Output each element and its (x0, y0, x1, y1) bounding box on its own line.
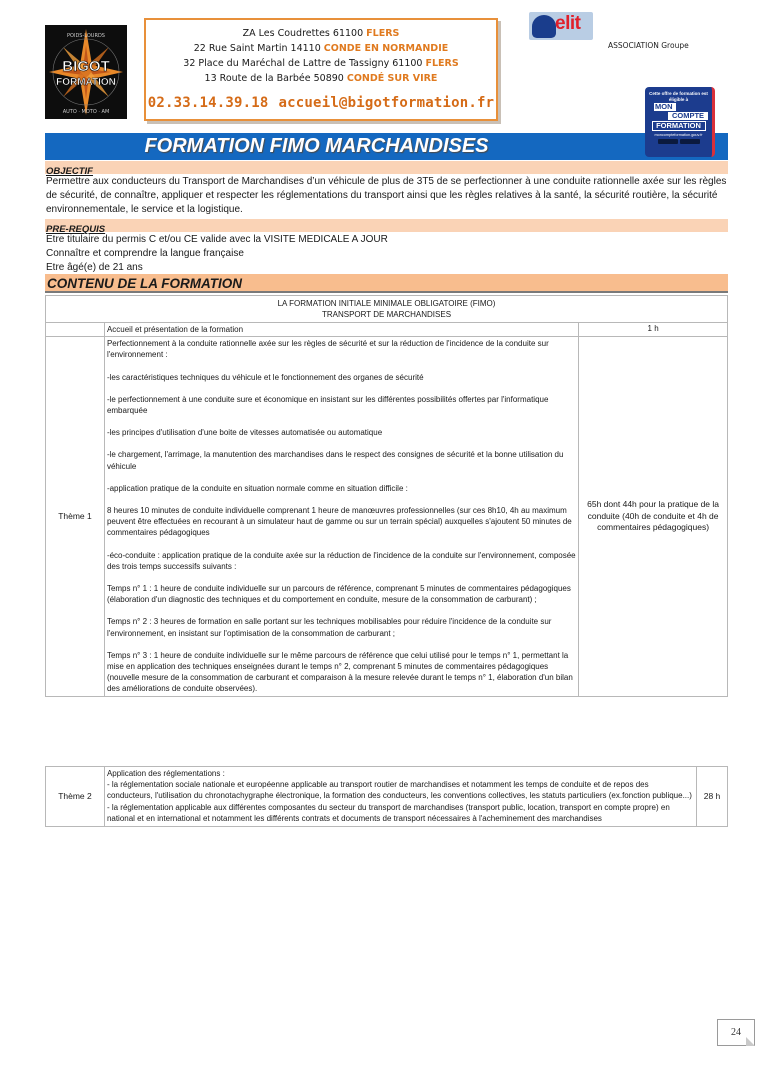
table-header-row (46, 296, 728, 323)
google-play-icon (658, 139, 678, 144)
fimo-content-table (45, 295, 728, 697)
contact-line (146, 95, 496, 111)
prerequis-item: Connaître et comprendre la langue française (46, 248, 244, 260)
elit-logo: elit (529, 12, 593, 40)
prerequis-heading-bar (45, 219, 728, 235)
app-store-badges (648, 139, 709, 144)
table-row-accueil (46, 323, 728, 337)
page-curl-icon (746, 1037, 755, 1046)
mon-compte-formation-badge[interactable]: Cette offre de formation est éligible à MON COMPTE FORMATION moncompteformation.gouv.fr (645, 87, 715, 157)
address-line: ZA Les Coudrettes 61100 FLERS (242, 28, 400, 39)
page-number: 24 (717, 1019, 755, 1046)
prerequis-list (46, 233, 731, 276)
bigot-formation-logo (45, 25, 127, 119)
phone-number[interactable]: 02.33.14.39.18 (147, 95, 269, 111)
objectif-heading: OBJECTIF (46, 166, 93, 177)
accueil-label: Accueil et présentation de la formation (104, 323, 578, 337)
table-title: LA FORMATION INITIALE MINIMALE OBLIGATOIRE (FIMO) TRANSPORT DE MARCHANDISES (46, 296, 728, 323)
accueil-duration: 1 h (579, 323, 728, 337)
address-line: 22 Rue Saint Martin 14110 CONDE EN NORMANDIE (193, 43, 449, 54)
mountain-icon (532, 15, 556, 38)
objectif-heading-bar (45, 161, 728, 177)
svg-text:FORMATION: FORMATION (56, 77, 116, 88)
svg-text:BIGOT: BIGOT (62, 58, 110, 75)
prerequis-heading: PRE-REQUIS (46, 224, 106, 235)
theme2-duration: 28 h (697, 767, 728, 827)
compass-star-icon (45, 25, 127, 119)
contenu-heading: CONTENU DE LA FORMATION (47, 276, 242, 291)
page-title: FORMATION FIMO MARCHANDISES (144, 135, 489, 157)
table-row-theme1 (46, 337, 728, 696)
theme2-content: Application des réglementations : - la réglementation sociale nationale et européenne applicable au transport routier de marchandises et notamment les temps de conduite et de repos des conducteurs, l'utilisation du chronotachygraphe électronique, la formation des conducteurs, les conventions collectives, les statuts particuliers (ex.fonction publique...) - la réglementation applicable aux différentes composantes du secteur du transport de marchandises (transport public, location, transport en compte propre) en national et en international et notamment les différents contrats et documents de transport nécessaires à l'acheminement des marchandises (104, 767, 696, 827)
svg-text:POIDS-LOURDS: POIDS-LOURDS (67, 33, 105, 39)
prerequis-item: Etre titulaire du permis C et/ou CE valide avec la VISITE MEDICALE A JOUR (46, 234, 388, 245)
theme1-content: Perfectionnement à la conduite rationnelle axée sur les règles de sécurité et sur la réduction de l'incidence de la conduite sur l'environnement : -les caractéristiques techniques du véhicule et le fonctionnement des organes de sécurité -le perfectionnement à une conduite sure et économique en insistant sur les différentes possibilités offertes par l'informatique embarquée -les principes d'utilisation d'une boite de vitesses automatisée ou automatique -le chargement, l'arrimage, la manutention des marchandises dans le respect des consignes de sécurité et la bonne utilisation du véhicule -application pratique de la conduite en situation normale comme en situation difficile : 8 heures 10 minutes de conduite individuelle comprenant 1 heure de manœuvres professionnelles (sur ces 8h10, 4h au maximum peuvent être effectuées en recourant à un simulateur haut de gamme ou sur un terrain spécial) auxquelles s'ajoutent 50 minutes de commentaires pédagogiques -éco-conduite : application pratique de la conduite axée sur la réduction de l'incidence de la conduite sur l'environnement, composée des trois temps successifs suivants : Temps n° 1 : 1 heure de conduite individuelle sur un parcours de référence, comprenant 5 minutes de commentaires pédagogiques (élaboration d'un diagnostic des techniques et du comportement en conduite, mesure de la consommation de carburant) ; Temps n° 2 : 3 heures de formation en salle portant sur les techniques mobilisables pour réduire l'incidence de la conduite sur l'environnement, en insistant sur l'optimisation de la consommation de carburant ; Temps n° 3 : 1 heure de conduite individuelle sur le même parcours de référence que celui utilisé pour le temps n° 1, permettant la mise en application des techniques enseignées durant le temps n° 2, comprenant 5 minutes de commentaires pédagogiques (nouvelle mesure de la consommation de carburant et comparaison à la mesure relevée durant le temps n° 1, élaboration d'un bilan des améliorations de conduite observées). (104, 337, 578, 696)
address-box (144, 18, 498, 121)
theme2-table (45, 766, 728, 827)
theme1-label: Thème 1 (46, 337, 105, 696)
address-line: 32 Place du Maréchal de Lattre de Tassigny 61100 FLERS (183, 58, 459, 69)
title-bar (45, 133, 728, 160)
address-line: 13 Route de la Barbée 50890 CONDÉ SUR VIRE (204, 73, 438, 84)
email-link[interactable]: accueil@bigotformation.fr (278, 95, 495, 111)
table-row-theme2 (46, 767, 728, 827)
prerequis-item: Etre âgé(e) de 21 ans (46, 262, 143, 274)
app-store-icon (680, 139, 700, 144)
contenu-heading-bar (45, 274, 728, 293)
svg-text:AUTO · MOTO · AM: AUTO · MOTO · AM (62, 109, 110, 115)
association-label: ASSOCIATION Groupe (608, 41, 689, 50)
theme2-label: Thème 2 (46, 767, 105, 827)
objectif-text: Permettre aux conducteurs du Transport de Marchandises d’un véhicule de plus de 3T5 de se perfectionner à une conduite rationnelle axée sur les règles de sécurité, de connaître, appliquer et respecter les réglementations du transport ainsi que les règles relatives à la santé, la sécurité routière, la sécurité environnementale, le service et la logistique. (46, 176, 727, 216)
theme1-duration: 65h dont 44h pour la pratique de la conduite (40h de conduite et 4h de commentaires pédagogiques) (579, 337, 728, 696)
